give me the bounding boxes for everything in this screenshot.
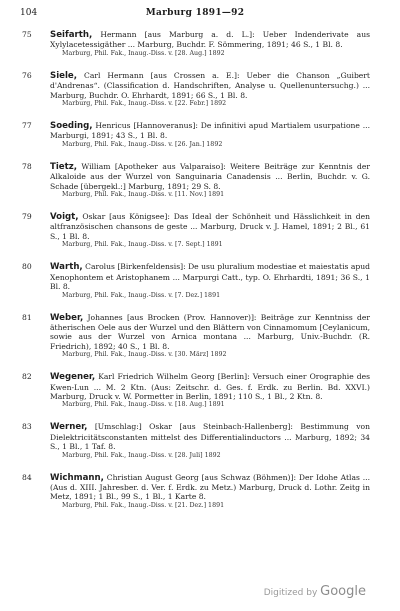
entry-note: Marburg, Phil. Fak., Inaug.-Diss. v. [28. Aug.] 1892 bbox=[62, 49, 225, 57]
entry-number: 80 bbox=[22, 262, 32, 272]
page-header bbox=[20, 8, 370, 22]
entry-text: Christian August Georg [aus Schwaz (Böhmen)]: Der Idohe Atlas ... (Aus d. XIII. Jahresber. d. Ver. f. Erdk. zu Metz.) Marburg, Druck d. Lothr. Zeitg in Metz, 1891; 1 Bl., 99 S., 1 Bl., 1 Karte 8. bbox=[50, 472, 370, 502]
entry-number: 75 bbox=[22, 30, 32, 39]
entry-text: Oskar [aus Königsee]: Das Ideal der Schönheit und Hässlichkeit in den altfranzösischen chansons de geste ... Marburg, Druck v. J. Hamel, 1891; 2 Bl., 61 S., 1 Bl. 8. bbox=[50, 212, 370, 241]
entry-note: Marburg, Phil. Fak., Inaug.-Diss. v. [18. Aug.] 1891 bbox=[62, 401, 225, 409]
entry-note: Marburg, Phil. Fak., Inaug.-Diss. v. [7. Sept.] 1891 bbox=[62, 241, 223, 249]
list-item bbox=[20, 162, 370, 199]
list-item bbox=[20, 262, 370, 299]
entry-note: Marburg, Phil. Fak., Inaug.-Diss. v. [28. Juli] 1892 bbox=[62, 451, 221, 459]
entry-number: 83 bbox=[22, 422, 32, 432]
entry-number: 82 bbox=[22, 372, 32, 382]
entry-number: 84 bbox=[22, 472, 32, 482]
entry-note: Marburg, Phil. Fak., Inaug.-Diss. v. [30. März] 1892 bbox=[62, 351, 227, 359]
list-item bbox=[20, 372, 370, 409]
entry-number: 79 bbox=[22, 212, 32, 222]
entry-number: 81 bbox=[22, 312, 32, 322]
entry-text: Johannes [aus Brocken (Prov. Hannover)]: Beiträge zur Kenntniss der ätherischen Oele aus der Wurzel und den Blättern von Cinnamomum [Ceylanicum, sowie aus der Wurzel von Arnica montana ... Marburg, Univ.-Buchdr. (R. Friedrich), 1892; 40 S., 1 Bl. 8. bbox=[50, 312, 370, 351]
entry-note: Marburg, Phil. Fak., Inaug.-Diss. v. [11. Nov.] 1891 bbox=[62, 191, 225, 199]
entry-text: William [Apotheker aus Valparaiso]: Weitere Beiträge zur Kenntnis der Alkaloide aus der Wurzel von Sanguinaria Canadensis ... Berlin, Buchdr. v. G. Schade [übergekl.:] Marburg, 1891; 29 S. 8. bbox=[50, 161, 370, 191]
author-name: Tietz, bbox=[50, 161, 78, 172]
entry-number: 76 bbox=[22, 70, 32, 80]
author-name: Siele, bbox=[50, 70, 78, 81]
author-name: Voigt, bbox=[50, 212, 79, 223]
google-watermark bbox=[264, 584, 366, 599]
entry-text: Carl Hermann [aus Crossen a. E.]: Ueber die Chanson „Guibert d'Andrenas“. (Classification d. Handschriften, Analyse u. Quellenuntersuchg.) ... Marburg, Buchdr. O. Ehrhardt, 1891; 66 S., 1 Bl. 8. bbox=[50, 70, 370, 100]
entry-note: Marburg, Phil. Fak., Inaug.-Diss. v. [21. Dez.] 1891 bbox=[62, 501, 225, 509]
author-name: Wegener, bbox=[50, 372, 96, 383]
entry-note: Marburg, Phil. Fak., Inaug.-Diss. v. [26. Jan.] 1892 bbox=[62, 140, 223, 148]
entry-text: Henricus [Hannoveranus]: De infinitivi apud Martialem usurpatione ... Marburgi, 1891; 43 S., 1 Bl. 8. bbox=[50, 121, 370, 141]
list-item bbox=[20, 121, 370, 149]
entry-number: 78 bbox=[22, 161, 32, 171]
entry-number: 77 bbox=[22, 121, 32, 131]
entry-text: Hermann [aus Marburg a. d. L.]: Ueber Indenderivate aus Xylylacetessigäther ... Marburg, Buchdr. F. Sömmering, 1891; 46 S., 1 Bl. 8. bbox=[50, 30, 370, 50]
watermark-prefix: Digitized by bbox=[263, 588, 318, 598]
author-name: Wichmann, bbox=[50, 472, 104, 483]
author-name: Soeding, bbox=[50, 121, 93, 132]
list-item bbox=[20, 473, 370, 510]
page-number: 104 bbox=[20, 8, 38, 18]
entry-note: Marburg, Phil. Fak., Inaug.-Diss. v. [22. Febr.] 1892 bbox=[62, 100, 227, 108]
entry-text: Carolus [Birkenfeldensis]: De usu pluralium modestiae et maiestatis apud Xenophontem et Aristophanem ... Marpurgi Catt., typ. O. Ehrhardti, 1891; 36 S., 1 Bl. 8. bbox=[50, 262, 370, 292]
author-name: Seifarth, bbox=[50, 30, 93, 40]
author-name: Weber, bbox=[50, 312, 84, 323]
author-name: Warth, bbox=[50, 262, 83, 273]
list-item bbox=[20, 71, 370, 108]
list-item bbox=[20, 422, 370, 459]
entry-text: [Umschlag:] Oskar [aus Steinbach-Hallenberg]: Bestimmung von Dielektricitätsconstanten mittelst des Differentialinductors ... Marburg, 1892; 34 S., 1 Bl., 1 Taf. 8. bbox=[50, 422, 370, 452]
watermark-brand: Google bbox=[320, 584, 366, 599]
running-title: Marburg 1891—92 bbox=[145, 8, 245, 18]
list-item bbox=[20, 212, 370, 249]
entry-list bbox=[20, 30, 370, 523]
entry-text: Karl Friedrich Wilhelm Georg [Berlin]: Versuch einer Orographie des Kwen-Lun ... M. 2 Ktn. (Aus: Zeitschr. d. Ges. f. Erdk. zu Berlin. Bd. XXVI.) Marburg, Druck v. W. Pormetter in Berlin, 1891; 110 S., 1 Bl., 2 Ktn. 8. bbox=[50, 372, 370, 401]
list-item bbox=[20, 30, 370, 58]
entry-note: Marburg, Phil. Fak., Inaug.-Diss. v. [7. Dez.] 1891 bbox=[62, 291, 221, 299]
author-name: Werner, bbox=[50, 422, 88, 433]
list-item bbox=[20, 313, 370, 360]
